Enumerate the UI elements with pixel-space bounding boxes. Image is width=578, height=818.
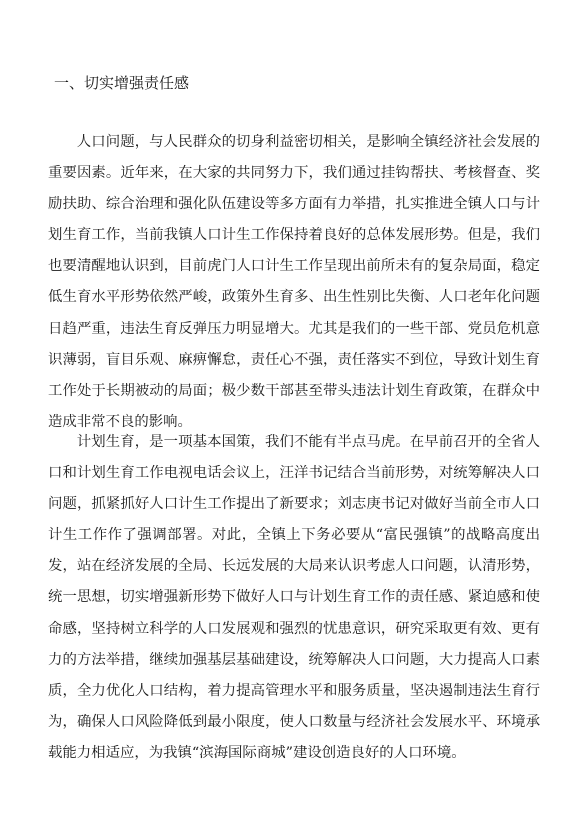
section-heading: 一、切实增强责任感 [54,74,190,92]
paragraph-family-planning: 计划生育，是一项基本国策，我们不能有半点马虎。在早前召开的全省人口和计划生育工作电视电话会议上，汪洋书记结合当前形势，对统筹解决人口问题，抓紧抓好人口计生工作提出了新要求；刘志庚书记对做好当前全市人口计生工作作了强调部署。对此，全镇上下务必要从“富民强镇”的战略高度出发，站在经济发展的全局、长远发展的大局来认识考虑人口问题，认清形势，统一思想，切实增强新形势下做好人口与计划生育工作的责任感、紧迫感和使命感，坚持树立科学的人口发展观和强烈的忧患意识，研究采取更有效、更有力的方法举措，继续加强基层基础建设，统筹解决人口问题，大力提高人口素质，全力优化人口结构，着力提高管理水平和服务质量，坚决遏制违法生育行为，确保人口风险降低到最小限度，使人口数量与经济社会发展水平、环境承载能力相适应，为我镇“滨海国际商城”建设创造良好的人口环境。 [48,434,540,761]
paragraph-population-issue: 人口问题，与人民群众的切身利益密切相关，是影响全镇经济社会发展的重要因素。近年来，在大家的共同努力下，我们通过挂钩帮扶、考核督查、奖励扶助、综合治理和强化队伍建设等多方面有力举措，扎实推进全镇人口与计划生育工作，当前我镇人口计生工作保持着良好的总体发展形势。但是，我们也要清醒地认识到，目前虎门人口计生工作呈现出前所未有的复杂局面，稳定低生育水平形势依然严峻，政策外生育多、出生性别比失衡、人口老年化问题日趋严重，违法生育反弹压力明显增大。尤其是我们的一些干部、党员危机意识薄弱，盲目乐观、麻痹懈怠，责任心不强，责任落实不到位，导致计划生育工作处于长期被动的局面；极少数干部甚至带头违法计划生育政策，在群众中造成非常不良的影响。 [48,134,540,430]
